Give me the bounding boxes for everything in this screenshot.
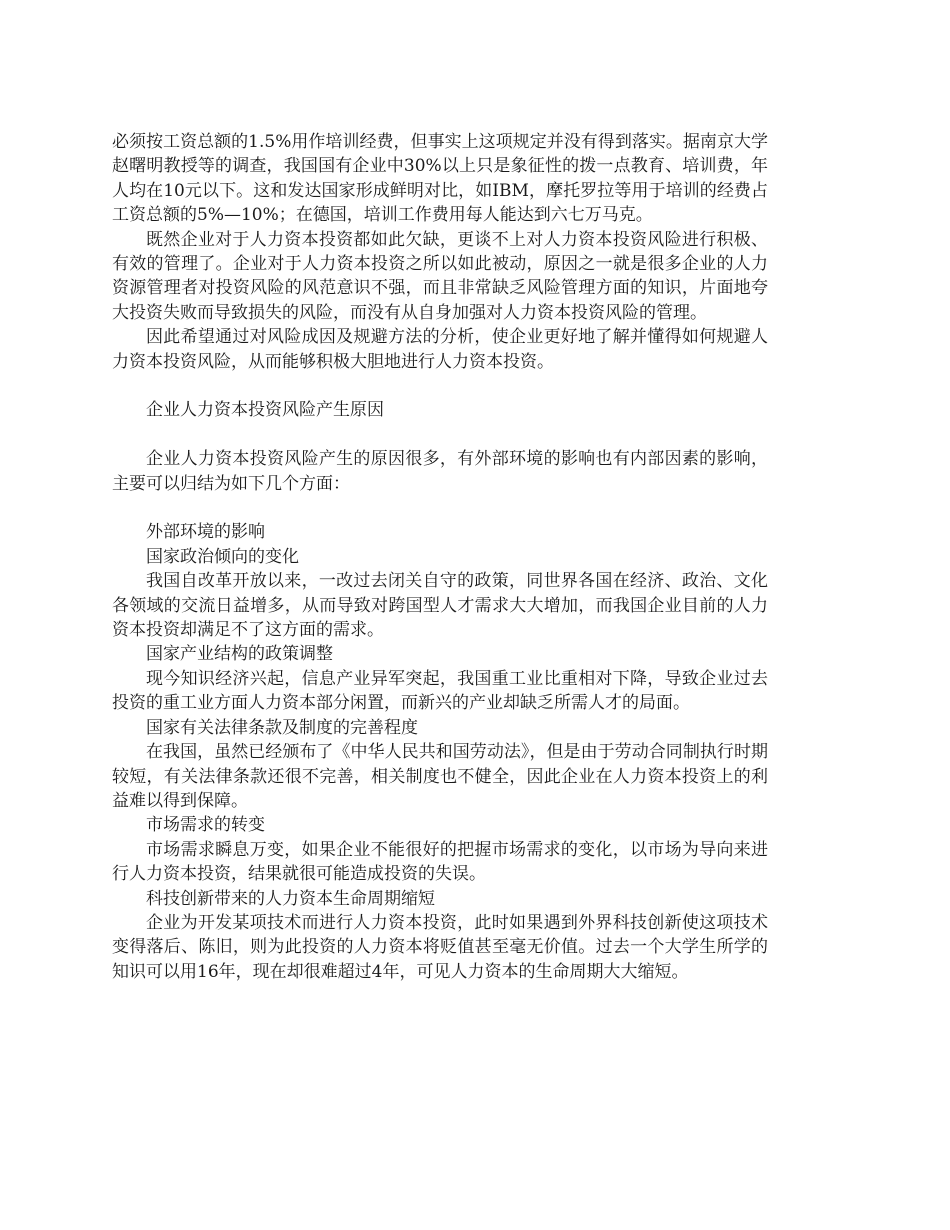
paragraph-industrial-structure: 现今知识经济兴起，信息产业异军突起，我国重工业比重相对下降，导致企业过去投资的重工业方面人力资本部分闲置，而新兴的产业却缺乏所需人才的局面。: [112, 668, 768, 714]
blank-line: [112, 374, 768, 398]
paragraph-legal-system: 在我国，虽然已经颁布了《中华人民共和国劳动法》，但是由于劳动合同制执行时期较短，有关法律条款还很不完善，相关制度也不健全，因此企业在人力资本投资上的利益难以得到保障。: [112, 742, 768, 811]
paragraph-political-orientation: 我国自改革开放以来，一改过去闭关自守的政策，同世界各国在经济、政治、文化各领域的交流日益增多，从而导致对跨国型人才需求大大增加，而我国企业目前的人力资本投资却满足不了这方面的需求。: [112, 571, 768, 641]
paragraph-purpose: 因此希望通过对风险成因及规避方法的分析，使企业更好地了解并懂得如何规避人力资本投资风险，从而能够积极大胆地进行人力资本投资。: [112, 327, 768, 372]
document-page: [112, 130, 768, 984]
subheading-market-demand: 市场需求的转变: [146, 815, 265, 836]
blank-line: [112, 496, 768, 520]
subheading-political-orientation: 国家政治倾向的变化: [146, 546, 299, 567]
subheading-legal-system: 国家有关法律条款及制度的完善程度: [146, 717, 418, 738]
subheading-industrial-structure: 国家产业结构的政策调整: [146, 644, 333, 665]
paragraph-tech-innovation: 企业为开发某项技术而进行人力资本投资，此时如果遇到外界科技创新使这项技术变得落后、陈旧，则为此投资的人力资本将贬值甚至毫无价值。过去一个大学生所学的知识可以用16年，现在却很难超过4年，可见人力资本的生命周期大大缩短。: [112, 912, 768, 982]
paragraph-risk-causes-intro: 企业人力资本投资风险产生的原因很多，有外部环境的影响也有内部因素的影响，主要可以归结为如下几个方面：: [112, 449, 768, 494]
paragraph-market-demand: 市场需求瞬息万变，如果企业不能很好的把握市场需求的变化，以市场为导向来进行人力资本投资，结果就很可能造成投资的失误。: [112, 839, 768, 885]
subheading-tech-innovation: 科技创新带来的人力资本生命周期缩短: [146, 888, 435, 909]
paragraph-investment-passivity: 既然企业对于人力资本投资都如此欠缺，更谈不上对人力资本投资风险进行积极、有效的管理了。企业对于人力资本投资之所以如此被动，原因之一就是很多企业的人力资源管理者对投资风险的风范意识不强，而且非常缺乏风险管理方面的知识，片面地夸大投资失败而导致损失的风险，而没有从自身加强对人力资本投资风险的管理。: [112, 229, 768, 323]
section-heading-risk-causes: 企业人力资本投资风险产生原因: [146, 400, 384, 421]
paragraph-training-funds: 必须按工资总额的1.5%用作培训经费，但事实上这项规定并没有得到落实。据南京大学赵曙明教授等的调查，我国国有企业中30%以上只是象征性的拨一点教育、培训费，年人均在10元以下。这和发达国家形成鲜明对比，如IBM，摩托罗拉等用于培训的经费占工资总额的5%—10%；在德国，培训工作费用每人能达到六七万马克。: [112, 132, 768, 226]
subheading-external-environment: 外部环境的影响: [146, 522, 265, 543]
blank-line: [112, 423, 768, 447]
